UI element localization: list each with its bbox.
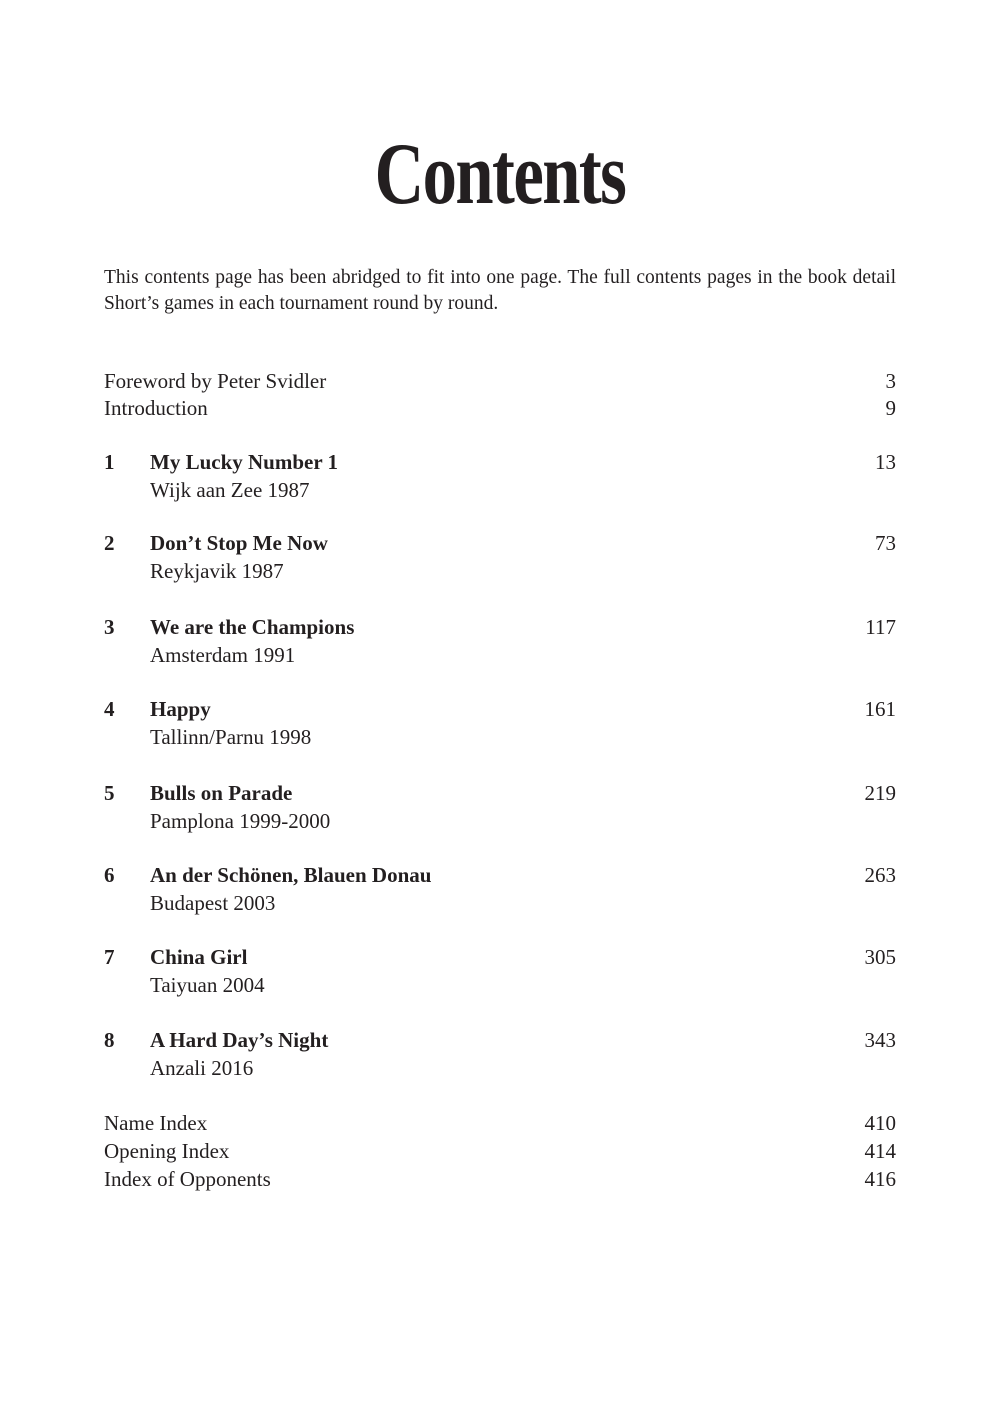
chapter-number: 7 [104, 945, 115, 969]
toc-chapter-3 [104, 613, 896, 673]
toc-entry-page: 410 [864, 1111, 896, 1135]
toc-chapter-5 [104, 779, 896, 839]
chapter-number: 1 [104, 450, 115, 474]
chapter-page: 263 [864, 863, 896, 887]
chapter-subtitle: Pamplona 1999-2000 [150, 809, 331, 833]
chapter-number: 2 [104, 531, 115, 555]
toc-chapter-7 [104, 943, 896, 1003]
chapter-subtitle: Wijk aan Zee 1987 [150, 478, 310, 502]
chapter-subtitle: Budapest 2003 [150, 891, 276, 915]
toc-entry-page: 414 [864, 1139, 896, 1163]
intro-paragraph: This contents page has been abridged to fit into one page. The full contents pages in the book detail Short’s games in each tournament round by round. [104, 267, 896, 314]
chapter-page: 73 [875, 531, 896, 555]
contents-page [104, 0, 896, 1422]
chapter-title: China Girl [150, 945, 248, 969]
toc-chapter-1 [104, 448, 896, 508]
chapter-number: 4 [104, 697, 115, 721]
toc-chapter-2 [104, 529, 896, 589]
toc-entry-label: Introduction [104, 396, 208, 420]
toc-chapter-4 [104, 695, 896, 755]
chapter-title: Bulls on Parade [150, 781, 293, 805]
toc-entry-introduction [104, 394, 896, 422]
toc-entry-label: Opening Index [104, 1139, 230, 1163]
toc-entry-name-index [104, 1109, 896, 1137]
toc-entry-page: 416 [864, 1167, 896, 1191]
chapter-number: 3 [104, 615, 115, 639]
chapter-page: 117 [865, 615, 896, 639]
chapter-title: A Hard Day’s Night [150, 1028, 329, 1052]
chapter-number: 5 [104, 781, 115, 805]
chapter-page: 305 [864, 945, 896, 969]
chapter-subtitle: Taiyuan 2004 [150, 973, 265, 997]
chapter-title: Don’t Stop Me Now [150, 531, 328, 555]
toc-entry-index-of-opponents [104, 1165, 896, 1193]
chapter-subtitle: Amsterdam 1991 [150, 643, 296, 667]
chapter-title: An der Schönen, Blauen Donau [150, 863, 432, 887]
chapter-title: Happy [150, 697, 211, 721]
toc-chapter-8 [104, 1026, 896, 1086]
chapter-subtitle: Anzali 2016 [150, 1056, 254, 1080]
chapter-subtitle: Tallinn/Parnu 1998 [150, 725, 312, 749]
chapter-title: We are the Champions [150, 615, 355, 639]
chapter-number: 6 [104, 863, 115, 887]
chapter-page: 13 [875, 450, 896, 474]
chapter-page: 219 [864, 781, 896, 805]
toc-chapter-6 [104, 861, 896, 921]
chapter-number: 8 [104, 1028, 115, 1052]
chapter-title: My Lucky Number 1 [150, 450, 339, 474]
chapter-subtitle: Reykjavik 1987 [150, 559, 284, 583]
toc-entry-foreword [104, 367, 896, 395]
chapter-page: 161 [864, 697, 896, 721]
toc-entry-label: Foreword by Peter Svidler [104, 369, 327, 393]
toc-entry-page: 3 [885, 369, 896, 393]
toc-entry-opening-index [104, 1137, 896, 1165]
toc-entry-page: 9 [885, 396, 896, 420]
page-title: Contents [374, 126, 626, 223]
toc-entry-label: Name Index [104, 1111, 208, 1135]
toc-entry-label: Index of Opponents [104, 1167, 271, 1191]
chapter-page: 343 [864, 1028, 896, 1052]
